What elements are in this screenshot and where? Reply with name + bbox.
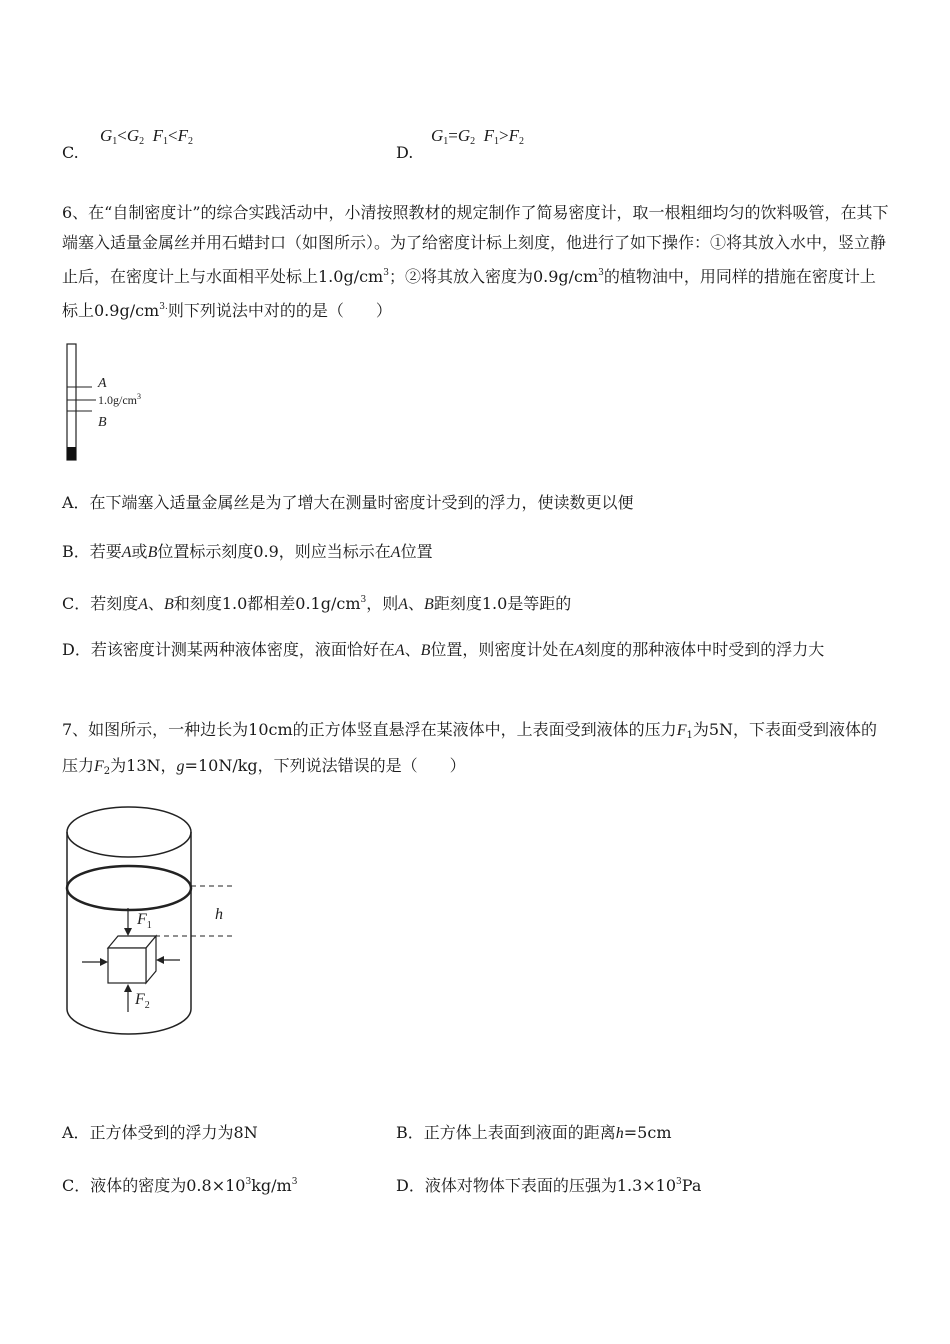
label-a: A [98,376,107,391]
q6-option-a: A．在下端塞入适量金属丝是为了增大在测量时密度计受到的浮力，使读数更以便 [62,493,634,512]
q6-option-b: B．若要A或B位置标示刻度0.9，则应当标示在A位置 [62,542,433,561]
arrow-left-side-head [100,958,108,966]
q7-beaker-figure [60,800,250,1040]
q7-option-d: D．液体对物体下表面的压强为$1.3\times 10^3Pa$ [396,1176,702,1195]
q6-densimeter-figure [60,340,170,465]
q5-option-c-formula: $G_1<G_2$ $F_1<F_2$ [100,126,194,147]
arrow-f1-head [124,928,132,936]
q7-stem: 7、如图所示，一种边长为10cm的正方体竖直悬浮在某液体中，上表面受到液体的压力$F_1$为5N，下表面受到液体的压力$F_2$为13N，g=10N/kg，下列说法错误的是（ ） [62,720,878,777]
arrow-right-side-head [156,956,164,964]
label-1-0-mark: $1.0g/cm^3$ [98,392,141,407]
q5-option-d-letter: D. [396,143,414,162]
label-f2: $F_2$ [135,991,150,1011]
label-f1: $F_1$ [137,911,152,931]
q7-option-a: A．正方体受到的浮力为8N [62,1123,258,1142]
label-h: h [215,906,223,923]
q7-option-b: B．正方体上表面到液面的距离h=5cm [396,1123,672,1142]
q6-stem: 6、在“自制密度计”的综合实践活动中，小清按照教材的规定制作了简易密度计，取一根粗细均匀的饮料吸管，在其下端塞入适量金属丝并用石蜡封口（如图所示）。为了给密度计标上刻度，他进行了如下操作：①将其放入水中，竖立静止后，在密度计上与水面相平处标上$1.0g/cm^3$；②将其放入密度为$0.9g/cm^3$的植物油中，用同样的措施在密度计上标上$0.9g/cm^{3.}$则下列说法中对的的是（ ） [62,203,889,320]
cube-front-face [108,948,146,983]
q5-option-c-letter: C. [62,143,79,162]
q7-option-c: C．液体的密度为$0.8\times 10^3kg/m^3$ [62,1176,298,1195]
beaker-bottom [67,1009,191,1034]
arrow-f2-head [124,984,132,992]
q6-option-c: C．若刻度A、B和刻度1.0都相差$0.1g/cm^3$，则A、B距刻度1.0是等距的 [62,594,572,613]
liquid-surface [67,866,191,910]
densimeter-tube [67,344,76,460]
q5-option-d-formula: $G_1=G_2$ $F_1>F_2$ [431,126,525,147]
q6-option-d: D．若该密度计测某两种液体密度，液面恰好在A、B位置，则密度计处在A刻度的那种液体中时受到的浮力大 [62,640,825,659]
label-b: B [98,415,107,430]
densimeter-metal-weight [67,447,76,460]
beaker-rim [67,807,191,857]
